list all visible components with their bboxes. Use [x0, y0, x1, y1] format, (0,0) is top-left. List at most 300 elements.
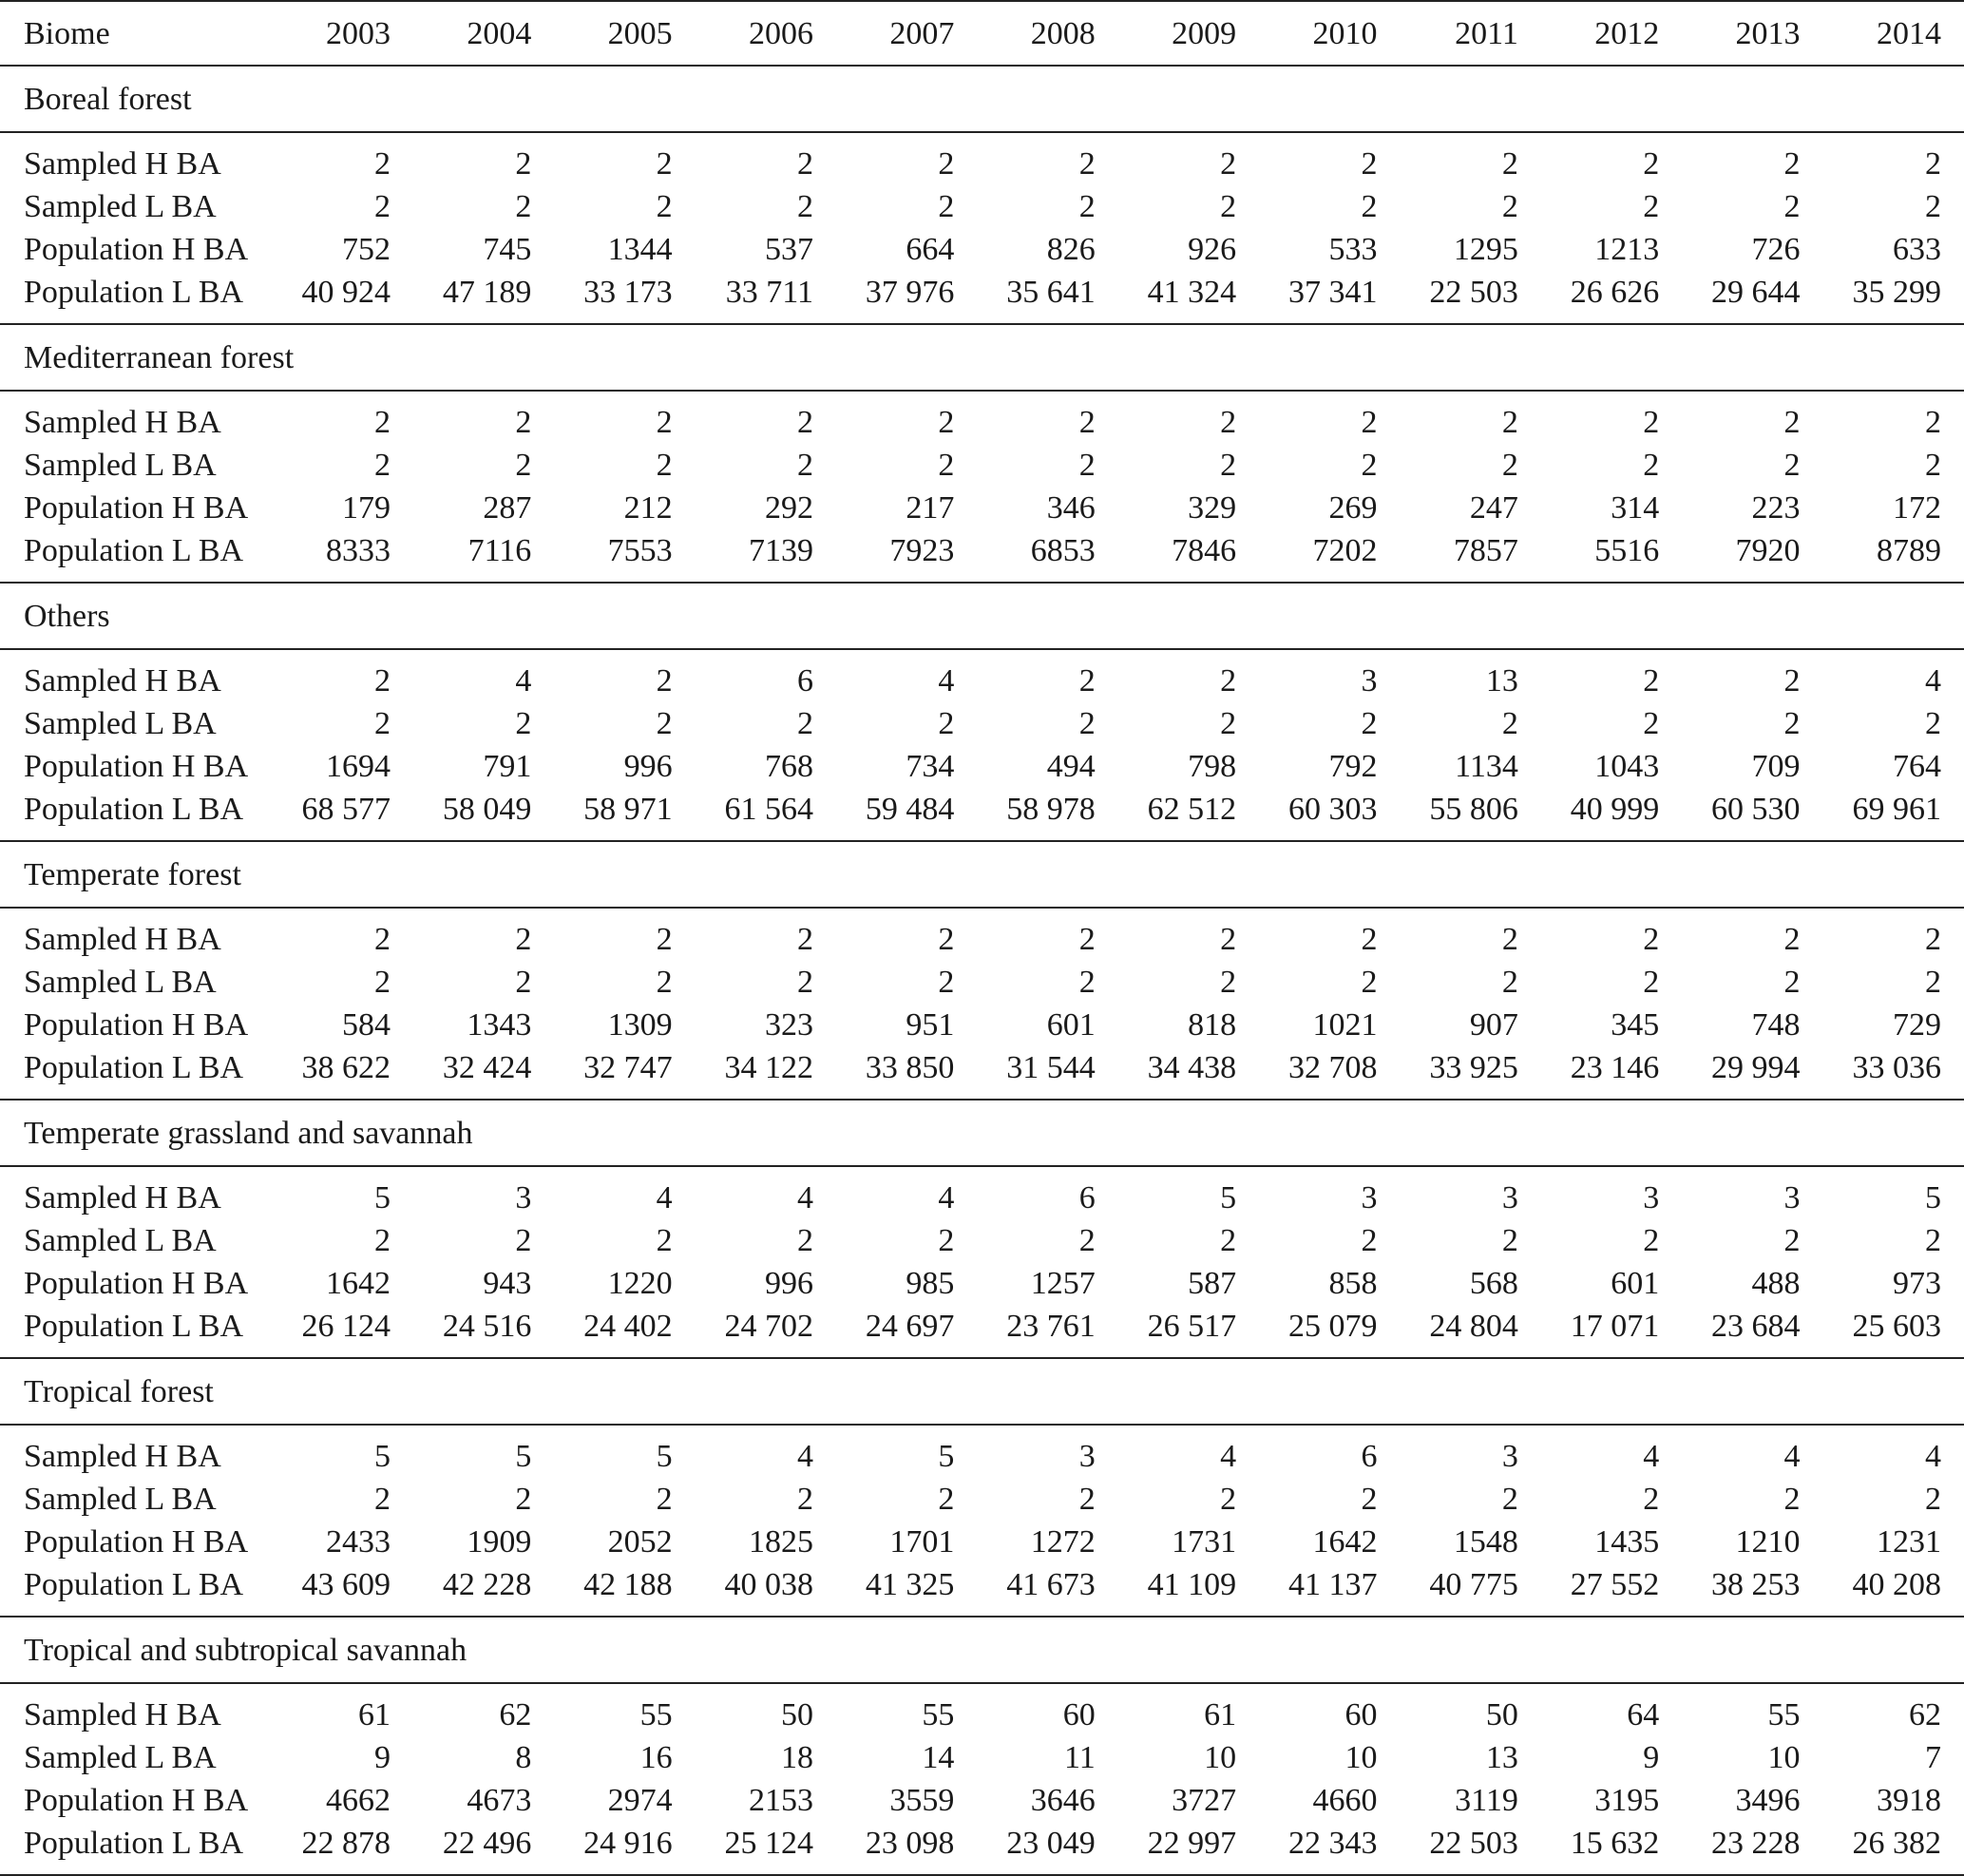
table-cell: 9 [1643, 1740, 1660, 1775]
table-cell: 2 [1643, 706, 1660, 741]
row-label: Sampled H BA [24, 1180, 221, 1216]
table-cell: 4 [1925, 663, 1941, 699]
table-cell: 2 [1220, 448, 1237, 483]
table-cell: 24 804 [1429, 1309, 1518, 1344]
table-cell: 768 [765, 749, 814, 784]
table-cell: 23 049 [1006, 1826, 1096, 1861]
table-row [0, 788, 1964, 841]
row-label: Population L BA [24, 1826, 244, 1861]
table-cell: 2 [1078, 922, 1096, 957]
table-cell: 2 [1220, 146, 1237, 182]
table-cell: 2 [1220, 965, 1237, 1000]
table-cell: 50 [1485, 1697, 1518, 1732]
header-year: 2005 [607, 15, 673, 51]
table-cell: 2 [1078, 663, 1096, 699]
table-cell: 41 324 [1147, 275, 1237, 310]
table-row [0, 271, 1964, 324]
table-cell: 2 [1643, 663, 1660, 699]
table-cell: 2 [515, 448, 532, 483]
table-cell: 58 971 [583, 792, 673, 827]
table-cell: 2 [797, 448, 814, 483]
header-year: 2004 [467, 15, 532, 51]
table-cell: 7202 [1312, 533, 1378, 568]
table-cell: 1210 [1735, 1524, 1801, 1560]
table-cell: 60 530 [1711, 792, 1801, 827]
group-header-row [0, 583, 1964, 649]
table-cell: 2 [515, 146, 532, 182]
row-label: Sampled H BA [24, 922, 221, 957]
table-cell: 2 [373, 1223, 391, 1258]
table-cell: 4 [797, 1439, 814, 1474]
table-row [0, 487, 1964, 529]
group-title: Temperate grassland and savannah [24, 1115, 473, 1151]
table-cell: 2 [1220, 1223, 1237, 1258]
table-cell: 3918 [1877, 1783, 1941, 1818]
table-row [0, 1736, 1964, 1779]
table-cell: 664 [906, 232, 955, 267]
table-cell: 826 [1046, 232, 1096, 267]
table-cell: 269 [1328, 490, 1378, 526]
table-cell: 13 [1485, 1740, 1518, 1775]
table-cell: 1213 [1594, 232, 1660, 267]
table-cell: 2 [656, 1223, 673, 1258]
table-cell: 1272 [1030, 1524, 1096, 1560]
table-cell: 2 [797, 405, 814, 440]
row-label: Sampled H BA [24, 405, 221, 440]
table-cell: 2 [1925, 965, 1941, 1000]
table-cell: 2 [656, 922, 673, 957]
table-cell: 4673 [467, 1783, 532, 1818]
table-cell: 25 603 [1852, 1309, 1941, 1344]
table-cell: 2 [373, 663, 391, 699]
table-cell: 217 [906, 490, 955, 526]
table-cell: 3 [1783, 1180, 1801, 1216]
group-header-row [0, 66, 1964, 132]
row-label: Sampled H BA [24, 146, 221, 182]
table-cell: 791 [483, 749, 532, 784]
table-cell: 37 341 [1287, 275, 1378, 310]
table-cell: 7857 [1453, 533, 1518, 568]
table-cell: 6 [1078, 1180, 1096, 1216]
table-cell: 346 [1046, 490, 1096, 526]
table-cell: 5 [1220, 1180, 1237, 1216]
table-cell: 2 [656, 146, 673, 182]
table-row [0, 1521, 1964, 1563]
table-cell: 488 [1751, 1266, 1801, 1301]
table-cell: 2 [797, 1223, 814, 1258]
table-cell: 3 [1643, 1180, 1660, 1216]
table-cell: 1825 [749, 1524, 814, 1560]
table-row [0, 391, 1964, 444]
table-cell: 34 122 [724, 1050, 814, 1085]
table-cell: 2 [1783, 965, 1801, 1000]
table-row [0, 1478, 1964, 1521]
table-cell: 2 [1643, 448, 1660, 483]
table-cell: 2 [656, 663, 673, 699]
table-cell: 15 632 [1570, 1826, 1660, 1861]
row-label: Population L BA [24, 1567, 244, 1602]
table-cell: 22 343 [1287, 1826, 1378, 1861]
table-cell: 10 [1344, 1740, 1378, 1775]
table-cell: 2 [1643, 965, 1660, 1000]
table-cell: 2 [1783, 405, 1801, 440]
table-cell: 2 [1501, 965, 1518, 1000]
table-cell: 2 [1501, 922, 1518, 957]
table-cell: 2 [656, 706, 673, 741]
table-cell: 24 516 [442, 1309, 532, 1344]
table-cell: 26 124 [301, 1309, 391, 1344]
table-cell: 2 [515, 405, 532, 440]
table-cell: 2 [1361, 1223, 1378, 1258]
group-title: Temperate forest [24, 856, 241, 892]
table-cell: 2 [1078, 965, 1096, 1000]
table-cell: 2 [1361, 189, 1378, 224]
table-cell: 59 484 [865, 792, 955, 827]
table-cell: 58 978 [1006, 792, 1096, 827]
header-year: 2006 [749, 15, 814, 51]
table-cell: 10 [1767, 1740, 1801, 1775]
table-cell: 2 [656, 189, 673, 224]
row-label: Sampled L BA [24, 189, 217, 224]
table-cell: 25 079 [1287, 1309, 1378, 1344]
table-cell: 35 641 [1006, 275, 1096, 310]
table-cell: 7920 [1735, 533, 1801, 568]
table-cell: 3 [1501, 1439, 1518, 1474]
table-cell: 2 [1501, 405, 1518, 440]
table-cell: 2153 [749, 1783, 814, 1818]
header-year: 2009 [1172, 15, 1237, 51]
table-cell: 1642 [1312, 1524, 1378, 1560]
table-row [0, 908, 1964, 961]
table-cell: 2 [797, 146, 814, 182]
table-cell: 61 564 [724, 792, 814, 827]
table-cell: 17 071 [1570, 1309, 1660, 1344]
table-cell: 55 [1767, 1697, 1801, 1732]
table-cell: 60 [1344, 1697, 1378, 1732]
table-cell: 951 [906, 1007, 955, 1043]
table-cell: 2 [1643, 1482, 1660, 1517]
group-header-row [0, 841, 1964, 908]
table-cell: 34 438 [1147, 1050, 1237, 1085]
table-cell: 798 [1188, 749, 1237, 784]
table-cell: 734 [906, 749, 955, 784]
table-cell: 55 [639, 1697, 673, 1732]
header-year: 2003 [325, 15, 391, 51]
table-cell: 3496 [1735, 1783, 1801, 1818]
table-cell: 33 850 [865, 1050, 955, 1085]
table-cell: 38 622 [301, 1050, 391, 1085]
table-cell: 2 [1643, 1223, 1660, 1258]
table-cell: 3195 [1594, 1783, 1660, 1818]
table-row [0, 228, 1964, 271]
row-label: Population L BA [24, 275, 244, 310]
table-cell: 5 [1925, 1180, 1941, 1216]
table-cell: 5 [656, 1439, 673, 1474]
table-cell: 985 [906, 1266, 955, 1301]
table-cell: 47 189 [442, 275, 532, 310]
table-cell: 2 [797, 1482, 814, 1517]
table-cell: 2 [1220, 922, 1237, 957]
table-cell: 62 [1909, 1697, 1941, 1732]
table-cell: 2 [1783, 922, 1801, 957]
table-row [0, 702, 1964, 745]
table-cell: 2 [373, 1482, 391, 1517]
table-cell: 26 382 [1852, 1826, 1941, 1861]
row-label: Population L BA [24, 1309, 244, 1344]
row-label: Sampled L BA [24, 1223, 217, 1258]
table-cell: 14 [922, 1740, 955, 1775]
table-cell: 2 [1925, 706, 1941, 741]
table-cell: 40 924 [301, 275, 391, 310]
table-cell: 22 878 [301, 1826, 391, 1861]
table-cell: 2 [1078, 1223, 1096, 1258]
table-cell: 2 [938, 189, 955, 224]
table-cell: 2 [1361, 1482, 1378, 1517]
table-cell: 2 [1361, 405, 1378, 440]
table-cell: 27 552 [1570, 1567, 1660, 1602]
table-row [0, 185, 1964, 228]
row-label: Population H BA [24, 1524, 249, 1560]
table-cell: 996 [765, 1266, 814, 1301]
table-cell: 2052 [607, 1524, 673, 1560]
table-cell: 3727 [1172, 1783, 1237, 1818]
table-cell: 2 [1501, 706, 1518, 741]
row-label: Sampled H BA [24, 1439, 221, 1474]
table-cell: 926 [1188, 232, 1237, 267]
table-cell: 2 [1361, 706, 1378, 741]
table-cell: 4 [797, 1180, 814, 1216]
table-cell: 1220 [607, 1266, 673, 1301]
table-cell: 35 299 [1852, 275, 1941, 310]
table-cell: 6 [797, 663, 814, 699]
row-label: Population H BA [24, 1783, 249, 1818]
table-cell: 2 [1501, 189, 1518, 224]
table-cell: 25 124 [724, 1826, 814, 1861]
table-cell: 2 [1643, 405, 1660, 440]
table-cell: 7846 [1172, 533, 1237, 568]
table-row [0, 1822, 1964, 1875]
table-cell: 3 [1361, 1180, 1378, 1216]
table-cell: 1257 [1030, 1266, 1096, 1301]
table-cell: 1909 [467, 1524, 532, 1560]
table-cell: 24 916 [583, 1826, 673, 1861]
table-cell: 40 999 [1570, 792, 1660, 827]
table-cell: 2 [1078, 146, 1096, 182]
table-cell: 68 577 [301, 792, 391, 827]
table-cell: 13 [1485, 663, 1518, 699]
table-cell: 2 [515, 965, 532, 1000]
row-label: Sampled H BA [24, 1697, 221, 1732]
table-row [0, 1262, 1964, 1305]
group-title: Tropical forest [24, 1373, 214, 1409]
table-cell: 4 [1220, 1439, 1237, 1474]
table-cell: 4 [515, 663, 532, 699]
table-cell: 2 [373, 405, 391, 440]
table-cell: 179 [341, 490, 391, 526]
header-year: 2007 [889, 15, 955, 51]
row-label: Population H BA [24, 1266, 249, 1301]
table-cell: 41 137 [1287, 1567, 1378, 1602]
table-cell: 2 [1643, 146, 1660, 182]
table-cell: 3119 [1455, 1783, 1518, 1818]
table-cell: 601 [1611, 1266, 1660, 1301]
table-cell: 2 [515, 922, 532, 957]
table-cell: 764 [1893, 749, 1941, 784]
table-cell: 2 [1925, 448, 1941, 483]
group-title: Tropical and subtropical savannah [24, 1632, 467, 1668]
table-cell: 2 [373, 965, 391, 1000]
group-title: Others [24, 598, 110, 634]
table-cell: 2 [797, 189, 814, 224]
table-cell: 314 [1611, 490, 1660, 526]
table-cell: 7 [1925, 1740, 1941, 1775]
table-cell: 4 [1783, 1439, 1801, 1474]
table-row [0, 529, 1964, 583]
table-header [0, 1, 1964, 66]
table-cell: 729 [1893, 1007, 1941, 1043]
table-cell: 494 [1046, 749, 1096, 784]
table-cell: 2 [373, 448, 391, 483]
group-title: Boreal forest [24, 81, 192, 117]
table-cell: 6 [1361, 1439, 1378, 1474]
table-cell: 40 775 [1429, 1567, 1518, 1602]
row-label: Sampled L BA [24, 1740, 217, 1775]
table-cell: 62 [499, 1697, 532, 1732]
table-cell: 33 925 [1429, 1050, 1518, 1085]
table-cell: 2 [1783, 1223, 1801, 1258]
table-cell: 43 609 [301, 1567, 391, 1602]
table-cell: 4 [1925, 1439, 1941, 1474]
table-cell: 2 [938, 706, 955, 741]
row-label: Population L BA [24, 792, 244, 827]
row-label: Population L BA [24, 1050, 244, 1085]
table-cell: 2 [1501, 448, 1518, 483]
table-row [0, 1004, 1964, 1046]
row-label: Sampled H BA [24, 663, 221, 699]
table-cell: 2 [1783, 663, 1801, 699]
table-cell: 3646 [1030, 1783, 1096, 1818]
row-label: Sampled L BA [24, 965, 217, 1000]
table-cell: 537 [765, 232, 814, 267]
table-cell: 32 424 [442, 1050, 532, 1085]
table-cell: 1694 [325, 749, 391, 784]
table-cell: 287 [483, 490, 532, 526]
table-cell: 2 [1220, 189, 1237, 224]
table-cell: 212 [623, 490, 673, 526]
table-cell: 31 544 [1006, 1050, 1096, 1085]
table-cell: 2 [797, 706, 814, 741]
table-cell: 8333 [325, 533, 391, 568]
table-cell: 2 [1643, 922, 1660, 957]
table-cell: 1344 [607, 232, 673, 267]
table-cell: 943 [483, 1266, 532, 1301]
group-title: Mediterranean forest [24, 339, 295, 375]
table-cell: 4 [1643, 1439, 1660, 1474]
table-cell: 38 253 [1711, 1567, 1801, 1602]
table-cell: 5 [515, 1439, 532, 1474]
table-cell: 745 [483, 232, 532, 267]
table-cell: 2 [1220, 405, 1237, 440]
table-cell: 1021 [1312, 1007, 1378, 1043]
table-row [0, 1563, 1964, 1617]
table-cell: 568 [1469, 1266, 1518, 1301]
table-cell: 1435 [1594, 1524, 1660, 1560]
table-cell: 2 [1783, 1482, 1801, 1517]
table-row [0, 961, 1964, 1004]
table-cell: 1295 [1453, 232, 1518, 267]
table-cell: 23 098 [865, 1826, 955, 1861]
table-cell: 58 049 [442, 792, 532, 827]
table-cell: 7923 [889, 533, 955, 568]
table-cell: 69 961 [1852, 792, 1941, 827]
table-cell: 907 [1469, 1007, 1518, 1043]
table-cell: 633 [1893, 232, 1941, 267]
table-cell: 2 [656, 448, 673, 483]
table-row [0, 1219, 1964, 1262]
table-cell: 2 [1220, 1482, 1237, 1517]
table-cell: 23 146 [1570, 1050, 1660, 1085]
table-row [0, 1779, 1964, 1822]
table-cell: 33 036 [1852, 1050, 1941, 1085]
group-header-row [0, 324, 1964, 391]
table-cell: 8789 [1877, 533, 1941, 568]
table-cell: 5516 [1594, 533, 1660, 568]
header-year: 2008 [1030, 15, 1096, 51]
table-cell: 23 228 [1711, 1826, 1801, 1861]
table-cell: 3559 [889, 1783, 955, 1818]
table-cell: 1701 [889, 1524, 955, 1560]
table-cell: 24 697 [865, 1309, 955, 1344]
table-cell: 4 [938, 1180, 955, 1216]
table-cell: 2 [1078, 1482, 1096, 1517]
table-row [0, 444, 1964, 487]
table-cell: 2 [938, 965, 955, 1000]
header-row [0, 1, 1964, 66]
table-row [0, 1683, 1964, 1736]
table-cell: 329 [1188, 490, 1237, 526]
table-body [0, 66, 1964, 1875]
table-cell: 2 [1783, 448, 1801, 483]
table-cell: 41 325 [865, 1567, 955, 1602]
table-cell: 33 711 [725, 275, 814, 310]
table-cell: 60 303 [1287, 792, 1378, 827]
table-cell: 792 [1328, 749, 1378, 784]
table-cell: 2 [1925, 922, 1941, 957]
header-year: 2014 [1877, 15, 1941, 51]
group-header-row [0, 1100, 1964, 1166]
table-cell: 172 [1893, 490, 1941, 526]
table-cell: 55 806 [1429, 792, 1518, 827]
table-cell: 2 [1501, 1223, 1518, 1258]
table-cell: 2 [373, 146, 391, 182]
table-cell: 2 [1220, 706, 1237, 741]
table-cell: 2 [797, 965, 814, 1000]
table-cell: 2 [1925, 189, 1941, 224]
table-cell: 8 [515, 1740, 532, 1775]
table-cell: 1309 [607, 1007, 673, 1043]
table-cell: 2 [1078, 706, 1096, 741]
row-label: Population H BA [24, 490, 249, 526]
table-cell: 62 512 [1147, 792, 1237, 827]
table-cell: 22 503 [1429, 275, 1518, 310]
table-row [0, 1425, 1964, 1478]
table-cell: 223 [1751, 490, 1801, 526]
table-cell: 23 684 [1711, 1309, 1801, 1344]
table-cell: 1343 [467, 1007, 532, 1043]
header-year: 2010 [1312, 15, 1378, 51]
table-cell: 40 038 [724, 1567, 814, 1602]
table-cell: 1731 [1172, 1524, 1237, 1560]
